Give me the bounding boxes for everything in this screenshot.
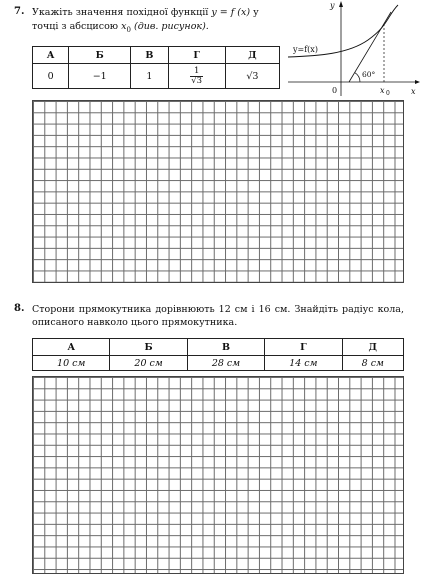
answer-value-d[interactable]: 8 см bbox=[342, 356, 403, 371]
answer-letter-v: В bbox=[131, 47, 168, 64]
y-axis-arrow bbox=[339, 1, 343, 7]
fraction-denominator: √3 bbox=[191, 75, 203, 86]
answer-value-v[interactable]: 1 bbox=[131, 64, 168, 89]
question-7-number: 7. bbox=[14, 6, 25, 17]
question-8-number: 8. bbox=[14, 303, 25, 314]
fraction bbox=[190, 67, 203, 86]
q7-see-figure: (див. рисунок). bbox=[133, 21, 209, 32]
y-axis-label: y bbox=[330, 1, 335, 10]
q7-function-notation: y = f (x) bbox=[211, 7, 251, 18]
angle-arc bbox=[355, 73, 360, 82]
q7-x0-subscript: 0 bbox=[126, 25, 131, 34]
origin-label: 0 bbox=[332, 86, 338, 95]
answer-value-d[interactable]: √3 bbox=[225, 64, 279, 89]
answer-letter-d: Д bbox=[225, 47, 279, 64]
question-8-text: Сторони прямокутника дорівнюють 12 см і 16 см. Знайдіть радіус кола, описаного навколо цього прямокутника. bbox=[32, 304, 404, 328]
answer-grid-q8[interactable] bbox=[32, 376, 404, 574]
x-axis-label: x bbox=[411, 87, 416, 96]
q7-text-part2: у точці з абсцисою bbox=[32, 7, 259, 32]
answer-letter-b: Б bbox=[110, 339, 187, 356]
angle-label: 60° bbox=[362, 70, 376, 79]
answer-value-g[interactable]: 14 см bbox=[265, 356, 342, 371]
question-8-answer-table bbox=[32, 338, 404, 371]
q7-text-part1: Укажіть значення похідної функції bbox=[32, 7, 209, 18]
answer-letter-v: В bbox=[187, 339, 264, 356]
answer-value-a[interactable]: 0 bbox=[33, 64, 69, 89]
x-axis-arrow bbox=[415, 80, 420, 84]
x0-label: x bbox=[380, 86, 385, 95]
answer-value-b[interactable]: −1 bbox=[69, 64, 131, 89]
function-graph bbox=[288, 0, 421, 100]
answer-letter-g: Г bbox=[168, 47, 225, 64]
function-label: y=f(x) bbox=[293, 45, 318, 54]
answer-letter-g: Г bbox=[265, 339, 342, 356]
question-7-answer-table bbox=[32, 46, 280, 89]
fraction-numerator: 1 bbox=[190, 67, 203, 77]
answer-value-a[interactable]: 10 см bbox=[33, 356, 110, 371]
x0-subscript: 0 bbox=[386, 90, 390, 97]
q7-x0-variable: x bbox=[121, 21, 127, 32]
answer-grid-q7[interactable] bbox=[32, 100, 404, 283]
question-7-text bbox=[32, 6, 282, 37]
answer-letter-a: А bbox=[33, 339, 110, 356]
answer-value-g[interactable] bbox=[168, 64, 225, 89]
answer-letter-d: Д bbox=[342, 339, 403, 356]
answer-value-v[interactable]: 28 см bbox=[187, 356, 264, 371]
answer-letter-a: А bbox=[33, 47, 69, 64]
answer-letter-b: Б bbox=[69, 47, 131, 64]
answer-value-b[interactable]: 20 см bbox=[110, 356, 187, 371]
